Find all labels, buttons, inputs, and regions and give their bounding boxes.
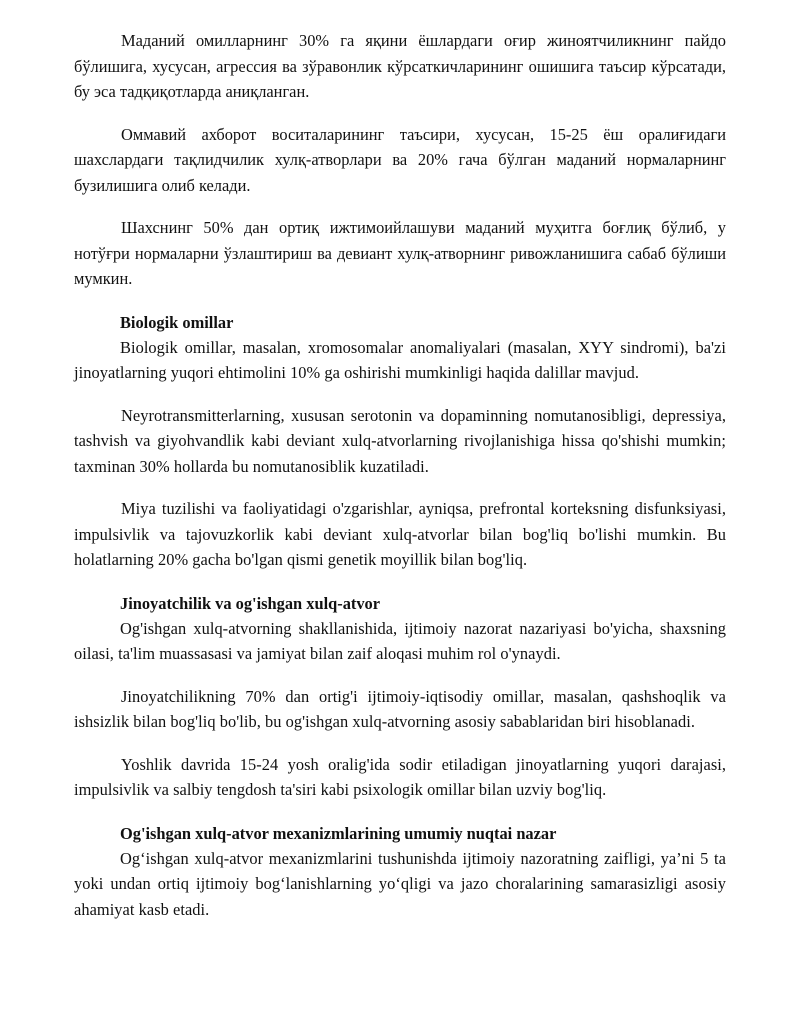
paragraph-youth: Yoshlik davrida 15-24 yosh oralig'ida sodir etiladigan jinoyatlarning yuqori darajasi, impulsivlik va salbiy tengdosh ta'siri kabi psixologik omillar bilan uzviy bog'liq. bbox=[74, 754, 726, 799]
paragraph-neurotransmitters: Neyrotransmitterlarning, xususan serotonin va dopaminning nomutanosibligi, depressiya, tashvish va giyohvandlik kabi deviant xulq-atvorlarning rivojlanishiga hissa qo'shishi mumkin; taxminan 30% hollarda bu nomutanosiblik kuzatiladi. bbox=[74, 405, 726, 476]
document-page bbox=[74, 28, 726, 922]
paragraph-socialization: Шахснинг 50% дан ортиқ ижтимоийлашуви маданий муҳитга боғлиқ бўлиб, у нотўғри нормаларни ўзлаштириш ва девиант хулқ-атворнинг ривожланишига сабаб бўлиши мумкин. bbox=[74, 218, 726, 288]
paragraph-brain-structure: Miya tuzilishi va faoliyatidagi o'zgarishlar, ayniqsa, prefrontal korteksning disfunksiyasi, impulsivlik va tajovuzkorlik kabi deviant xulq-atvorlar bilan bog'liq bo'lishi mumkin. Bu holatlarning 20% gacha bo'lgan qismi genetik moyillik bilan bog'liq. bbox=[74, 499, 726, 569]
heading-mechanisms-overview: Og'ishgan xulq-atvor mexanizmlarining umumiy nuqtai nazar bbox=[120, 823, 557, 843]
paragraph-socioeconomic: Jinoyatchilikning 70% dan ortig'i ijtimoiy-iqtisodiy omillar, masalan, qashshoqlik va ishsizlik bilan bog'liq bo'lib, bu og'ishgan xulq-atvorning asosiy sabablaridan biri hisoblanadi. bbox=[74, 686, 726, 731]
paragraph-cultural-factors: Маданий омилларнинг 30% га яқини ёшлардаги оғир жиноятчиликнинг пайдо бўлишига, хусусан, агрессия ва зўравонлик кўрсаткичларининг ошишига таъсир кўрсатади, бу эса тадқиқотларда аниқланган. bbox=[74, 31, 726, 101]
paragraph-chromosome: Biologik omillar, masalan, xromosomalar anomaliyalari (masalan, XYY sindromi), ba'zi jinoyatlarning yuqori ehtimolini 10% ga oshirishi mumkinligi haqida dalillar mavjud. bbox=[74, 337, 726, 382]
paragraph-mechanisms: Og‘ishgan xulq-atvor mexanizmlarini tushunishda ijtimoiy nazoratning zaifligi, ya’ni 5 ta yoki undan ortiq ijtimoiy bog‘lanishlarning yo‘qligi va jazo choralarining samarasizligi asosiy ahamiyat kasb etadi. bbox=[74, 848, 726, 919]
paragraph-mass-media: Оммавий ахборот воситаларининг таъсири, хусусан, 15-25 ёш оралиғидаги шахслардаги тақлидчилик хулқ-атворлари ва 20% гача бўлган маданий нормаларнинг бузилишига олиб келади. bbox=[74, 124, 726, 195]
paragraph-social-control: Og'ishgan xulq-atvorning shakllanishida, ijtimoiy nazorat nazariyasi bo'yicha, shaxsning oilasi, ta'lim muassasasi va jamiyat bilan zaif aloqasi muhim rol o'ynaydi. bbox=[74, 618, 726, 663]
heading-biological-factors: Biologik omillar bbox=[120, 312, 234, 332]
heading-crime-deviance: Jinoyatchilik va og'ishgan xulq-atvor bbox=[120, 593, 381, 613]
